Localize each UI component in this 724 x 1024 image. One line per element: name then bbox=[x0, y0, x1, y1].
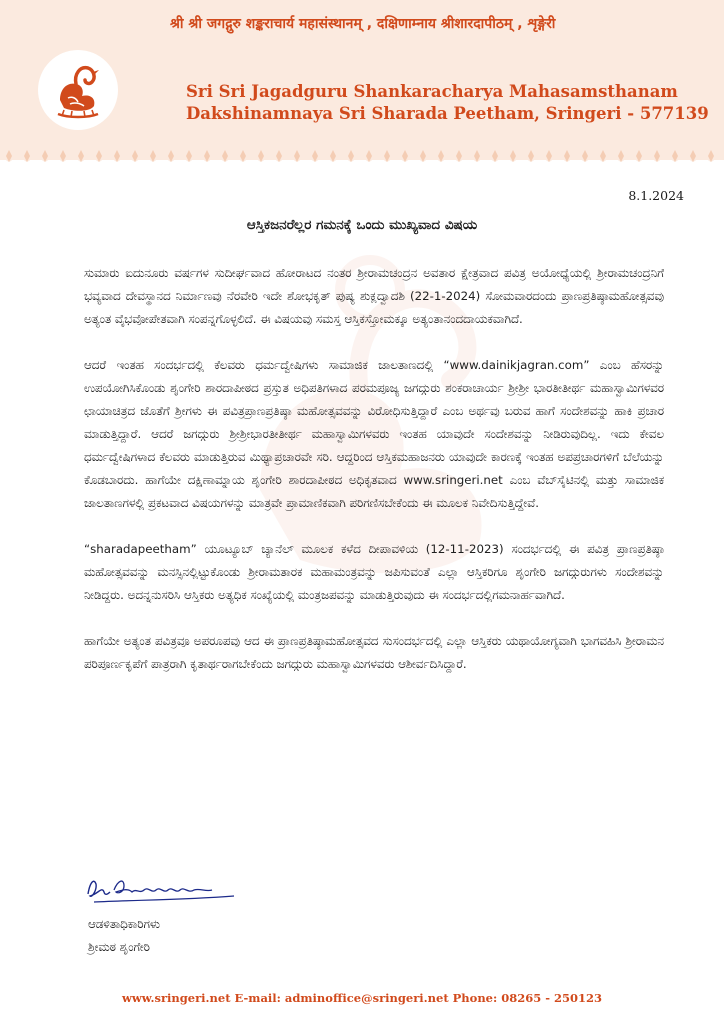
letterhead bbox=[0, 0, 724, 160]
footer-contact: www.sringeri.net E-mail: adminoffice@sringeri.net Phone: 08265 - 250123 bbox=[121, 991, 603, 1005]
body-paragraph: ಆದರೆ ಇಂತಹ ಸಂದರ್ಭದಲ್ಲಿ ಕೆಲವರು ಧರ್ಮದ್ವೇಷಿಗಳು ಸಾಮಾಜಿಕ ಜಾಲತಾಣದಲ್ಲಿ “www.dainikjagran.com” ಎಂಬ ಹೆಸರನ್ನು ಉಪಯೋಗಿಸಿಕೊಂಡು ಶೃಂಗೇರಿ ಶಾರದಾಪೀಠದ ಪ್ರಸ್ತುತ ಅಧಿಪತಿಗಳಾದ ಪರಮಪೂಜ್ಯ ಜಗದ್ಗುರು ಶಂಕರಾಚಾರ್ಯ ಶ್ರೀಶ್ರೀ ಭಾರತೀತೀರ್ಥ ಮಹಾಸ್ವಾಮಿಗಳವರ ಛಾಯಾಚಿತ್ರದ ಜೊತೆಗೆ ಶ್ರೀಗಳು ಈ ಪವಿತ್ರಪ್ರಾಣಪ್ರತಿಷ್ಠಾ ಮಹೋತ್ಸವವನ್ನು ವಿರೋಧಿಸುತ್ತಿದ್ದಾರೆ ಎಂಬ ಅರ್ಥವು ಬರುವ ಹಾಗೆ ಸಂದೇಶವನ್ನು ಹಾಕಿ ಪ್ರಚಾರ ಮಾಡುತ್ತಿದ್ದಾರೆ. ಆದರೆ ಜಗದ್ಗುರು ಶ್ರೀಶ್ರೀಭಾರತೀತೀರ್ಥ ಮಹಾಸ್ವಾಮಿಗಳವರು ಇಂತಹ ಯಾವುದೇ ಸಂದೇಶವನ್ನು ನೀಡಿರುವುದಿಲ್ಲ. ಇದು ಕೇವಲ ಧರ್ಮದ್ವೇಷಿಗಳಾದ ಕೆಲವರು ಮಾಡುತ್ತಿರುವ ಮಿಥ್ಯಾಪ್ರಚಾರವೇ ಸರಿ. ಆದ್ದರಿಂದ ಆಸ್ತಿಕಮಹಾಜನರು ಯಾವುದೇ ಕಾರಣಕ್ಕೆ ಇಂತಹ ಅಪಪ್ರಚಾರಗಳಿಗೆ ಬೆಲೆಯನ್ನು ಕೊಡಬಾರದು. ಹಾಗೆಯೇ ದಕ್ಷಿಣಾಮ್ನಾಯ ಶೃಂಗೇರಿ ಶಾರದಾಪೀಠದ ಅಧಿಕೃತವಾದ www.sringeri.net ಎಂಬ ವೆಬ್‌ಸೈಟಿನಲ್ಲಿ ಮತ್ತು ಸಾಮಾಜಿಕ ಜಾಲತಾಣಗಳಲ್ಲಿ ಪ್ರಕಟವಾದ ವಿಷಯಗಳನ್ನು ಮಾತ್ರವೇ ಪ್ರಾಮಾಣಿಕವಾಗಿ ಪರಿಗಣಿಸಬೇಕೆಂದು ಈ ಮೂಲಕ ನಿವೇದಿಸುತ್ತಿದ್ದೇವೆ. bbox=[84, 358, 664, 510]
letter-subject: ಆಸ್ತಿಕಜನರೆಲ್ಲರ ಗಮನಕ್ಕೆ ಒಂದು ಮುಖ್ಯವಾದ ವಿಷಯ bbox=[246, 217, 478, 233]
header-english-subtitle: Dakshinamnaya Sri Sharada Peetham, Sringeri - 577139 bbox=[186, 104, 709, 123]
letter-body bbox=[84, 262, 664, 699]
swan-emblem-icon bbox=[38, 50, 118, 130]
header-english-title: Sri Sri Jagadguru Shankaracharya Mahasamsthanam bbox=[186, 82, 678, 101]
body-paragraph: ಹಾಗೆಯೇ ಅತ್ಯಂತ ಪವಿತ್ರವೂ ಅಪರೂಪವು ಆದ ಈ ಪ್ರಾಣಪ್ರತಿಷ್ಠಾಮಹೋತ್ಸವದ ಸುಸಂದರ್ಭದಲ್ಲಿ ಎಲ್ಲಾ ಆಸ್ತಿಕರು ಯಥಾಯೋಗ್ಯವಾಗಿ ಭಾಗವಹಿಸಿ ಶ್ರೀರಾಮನ ಪರಿಪೂರ್ಣಕೃಪೆಗೆ ಪಾತ್ರರಾಗಿ ಕೃತಾರ್ಥರಾಗಬೇಕೆಂದು ಜಗದ್ಗುರು ಮಹಾಸ್ವಾಮಿಗಳವರು ಆಶೀರ್ವದಿಸಿದ್ದಾರೆ. bbox=[84, 634, 664, 671]
handwritten-signature bbox=[84, 872, 254, 908]
signatory-organization: ಶ್ರೀಮಠ ಶೃಂಗೇರಿ bbox=[88, 940, 150, 954]
sharada-peetham-logo bbox=[38, 50, 118, 130]
body-paragraph: “sharadapeetham” ಯೂಟ್ಯೂಬ್ ಚ್ಯಾನೆಲ್ ಮೂಲಕ ಕಳೆದ ದೀಪಾವಳಿಯ (12-11-2023) ಸಂದರ್ಭದಲ್ಲಿ ಈ ಪವಿತ್ರ ಪ್ರಾಣಪ್ರತಿಷ್ಠಾ ಮಹೋತ್ಸವವನ್ನು ಮನಸ್ಸಿನಲ್ಲಿಟ್ಟುಕೊಂಡು ಶ್ರೀರಾಮತಾರಕ ಮಹಾಮಂತ್ರವನ್ನು ಜಪಿಸುವಂತೆ ಎಲ್ಲಾ ಆಸ್ತಿಕರಿಗೂ ಶೃಂಗೇರಿ ಜಗದ್ಗುರುಗಳು ಸಂದೇಶವನ್ನು ನೀಡಿದ್ದರು. ಅದನ್ನನುಸರಿಸಿ ಆಸ್ತಿಕರು ಅತ್ಯಧಿಕ ಸಂಖ್ಯೆಯಲ್ಲಿ ಮಂತ್ರಜಪವನ್ನು ಮಾಡುತ್ತಿರುವುದು ಈ ಸಂದರ್ಭದಲ್ಲಿಗಮನಾರ್ಹವಾಗಿದೆ. bbox=[84, 542, 664, 602]
body-paragraph: ಸುಮಾರು ಐದುನೂರು ವರ್ಷಗಳ ಸುದೀರ್ಘವಾದ ಹೋರಾಟದ ನಂತರ ಶ್ರೀರಾಮಚಂದ್ರನ ಅವತಾರ ಕ್ಷೇತ್ರವಾದ ಪವಿತ್ರ ಅಯೋಧ್ಯೆಯಲ್ಲಿ ಶ್ರೀರಾಮಚಂದ್ರನಿಗೆ ಭವ್ಯವಾದ ದೇವಸ್ಥಾನದ ನಿರ್ಮಾಣವು ನೆರವೇರಿ ಇದೇ ಶೋಭಕೃತ್ ಪುಷ್ಯ ಶುಕ್ಲದ್ವಾದಶಿ (22-1-2024) ಸೋಮವಾರದಂದು ಪ್ರಾಣಪ್ರತಿಷ್ಠಾಮಹೋತ್ಸವವು ಅತ್ಯಂತ ವೈಭವೋಪೇತವಾಗಿ ಸಂಪನ್ನಗೊಳ್ಳಲಿದೆ. ಈ ವಿಷಯವು ಸಮಸ್ತ ಆಸ್ತಿಕಸ್ತೋಮಕ್ಕೂ ಅತ್ಯಂತಾನಂದದಾಯಕವಾಗಿದೆ. bbox=[84, 266, 664, 326]
signatory-title: ಆಡಳಿತಾಧಿಕಾರಿಗಳು bbox=[88, 917, 161, 931]
letter-date: 8.1.2024 bbox=[628, 188, 684, 203]
header-sanskrit-title: श्री श्री जगद्गुरु शङ्कराचार्य महासंस्थानम् , दक्षिणाम्नाय श्रीशारदापीठम् , शृङ्गेरी bbox=[170, 16, 556, 32]
header-scallop-border bbox=[0, 142, 724, 172]
